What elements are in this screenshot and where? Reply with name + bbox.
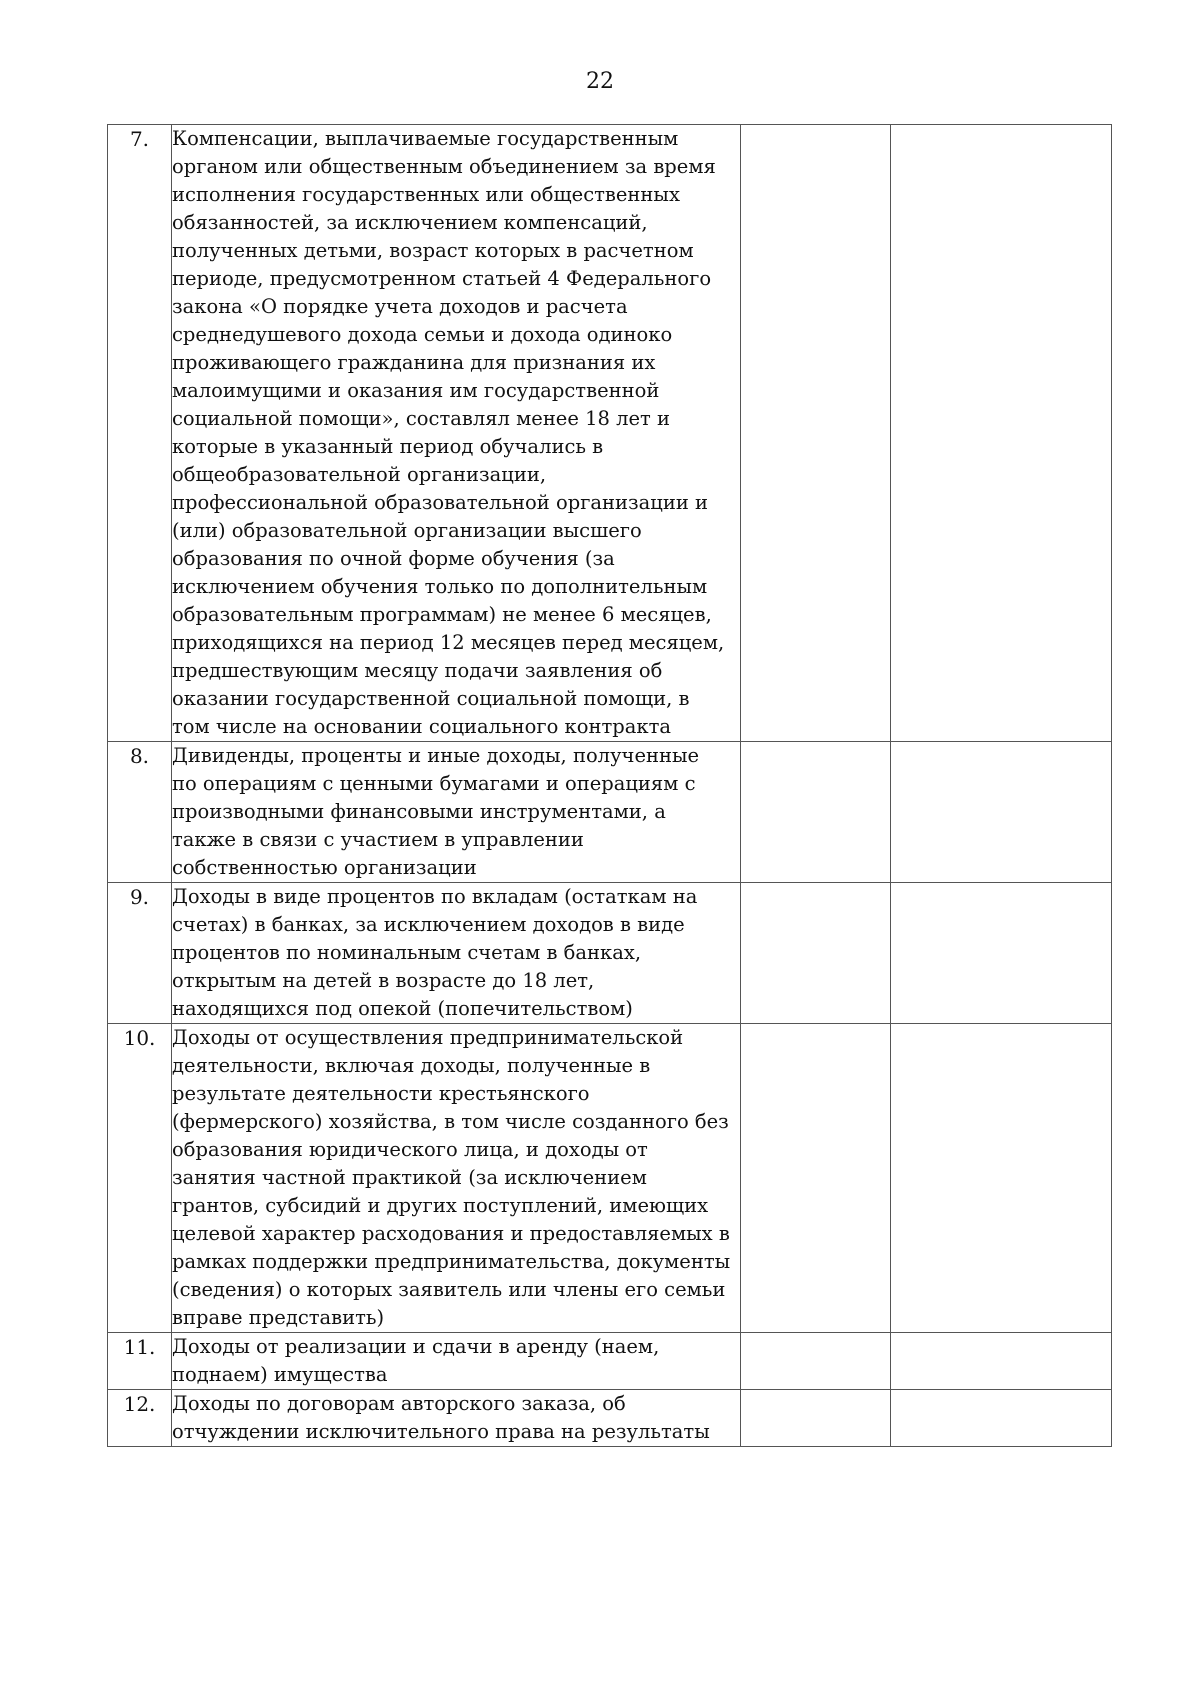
description-line: вправе представить) (172, 1306, 385, 1329)
income-description (172, 742, 741, 883)
row-number: 10. (108, 1024, 172, 1333)
description-line: поднаем) имущества (172, 1363, 388, 1386)
description-line: целевой характер расходования и предоставляемых в (172, 1222, 730, 1245)
description-line: проживающего гражданина для признания их (172, 351, 656, 374)
description-line: том числе на основании социального контракта (172, 715, 671, 738)
description-line: оказании государственной социальной помощи, в (172, 687, 690, 710)
description-line: по операциям с ценными бумагами и операциям с (172, 772, 696, 795)
note-cell (891, 1390, 1112, 1447)
description-line: результате деятельности крестьянского (172, 1082, 590, 1105)
description-line: общеобразовательной организации, (172, 463, 547, 486)
amount-cell (741, 1390, 891, 1447)
income-description (172, 125, 741, 742)
amount-cell (741, 1024, 891, 1333)
amount-cell (741, 1333, 891, 1390)
table-row (108, 1333, 1112, 1390)
table-body (108, 125, 1112, 1447)
page-number: 22 (586, 69, 614, 94)
description-line: Доходы по договорам авторского заказа, об (172, 1392, 626, 1415)
description-line: социальной помощи», составлял менее 18 лет и (172, 407, 671, 430)
description-line: занятия частной практикой (за исключением (172, 1166, 647, 1189)
description-line: рамках поддержки предпринимательства, документы (172, 1250, 731, 1273)
row-number: 8. (108, 742, 172, 883)
row-number: 7. (108, 125, 172, 742)
description-line: которые в указанный период обучались в (172, 435, 604, 458)
description-line: малоимущими и оказания им государственной (172, 379, 660, 402)
table-row (108, 125, 1112, 742)
description-line: находящихся под опекой (попечительством) (172, 997, 633, 1020)
note-cell (891, 1333, 1112, 1390)
description-line: периоде, предусмотренном статьей 4 Федерального (172, 267, 712, 290)
note-cell (891, 883, 1112, 1024)
row-number: 9. (108, 883, 172, 1024)
description-line: Дивиденды, проценты и иные доходы, полученные (172, 744, 700, 767)
table-row (108, 742, 1112, 883)
description-line: органом или общественным объединением за время (172, 155, 716, 178)
description-line: (или) образовательной организации высшего (172, 519, 642, 542)
amount-cell (741, 883, 891, 1024)
description-line: открытым на детей в возрасте до 18 лет, (172, 969, 595, 992)
description-line: среднедушевого дохода семьи и дохода одиноко (172, 323, 673, 346)
description-line: Доходы в виде процентов по вкладам (остаткам на (172, 885, 698, 908)
income-description (172, 883, 741, 1024)
description-line: Компенсации, выплачиваемые государственным (172, 127, 679, 150)
note-cell (891, 125, 1112, 742)
description-line: образовательным программам) не менее 6 месяцев, (172, 603, 712, 626)
income-table (107, 124, 1112, 1447)
description-line: (сведения) о которых заявитель или члены его семьи (172, 1278, 726, 1301)
description-line: производными финансовыми инструментами, а (172, 800, 666, 823)
description-line: профессиональной образовательной организации и (172, 491, 709, 514)
description-line: счетах) в банках, за исключением доходов в виде (172, 913, 685, 936)
description-line: процентов по номинальным счетам в банках, (172, 941, 642, 964)
description-line: обязанностей, за исключением компенсаций, (172, 211, 648, 234)
amount-cell (741, 125, 891, 742)
income-description (172, 1333, 741, 1390)
description-line: Доходы от реализации и сдачи в аренду (наем, (172, 1335, 660, 1358)
description-line: исключением обучения только по дополнительным (172, 575, 708, 598)
note-cell (891, 742, 1112, 883)
description-line: отчуждении исключительного права на результаты (172, 1420, 710, 1443)
amount-cell (741, 742, 891, 883)
row-number: 11. (108, 1333, 172, 1390)
description-line: собственностью организации (172, 856, 477, 879)
table-row (108, 1390, 1112, 1447)
description-line: полученных детьми, возраст которых в расчетном (172, 239, 694, 262)
description-line: грантов, субсидий и других поступлений, имеющих (172, 1194, 709, 1217)
description-line: деятельности, включая доходы, полученные в (172, 1054, 651, 1077)
row-number: 12. (108, 1390, 172, 1447)
description-line: образования по очной форме обучения (за (172, 547, 615, 570)
table-row (108, 883, 1112, 1024)
description-line: исполнения государственных или общественных (172, 183, 680, 206)
description-line: образования юридического лица, и доходы от (172, 1138, 648, 1161)
income-description (172, 1024, 741, 1333)
table-row (108, 1024, 1112, 1333)
description-line: Доходы от осуществления предпринимательской (172, 1026, 684, 1049)
note-cell (891, 1024, 1112, 1333)
description-line: также в связи с участием в управлении (172, 828, 584, 851)
income-description (172, 1390, 741, 1447)
description-line: приходящихся на период 12 месяцев перед месяцем, (172, 631, 725, 654)
description-line: предшествующим месяцу подачи заявления об (172, 659, 663, 682)
description-line: (фермерского) хозяйства, в том числе созданного без (172, 1110, 729, 1133)
description-line: закона «О порядке учета доходов и расчета (172, 295, 628, 318)
